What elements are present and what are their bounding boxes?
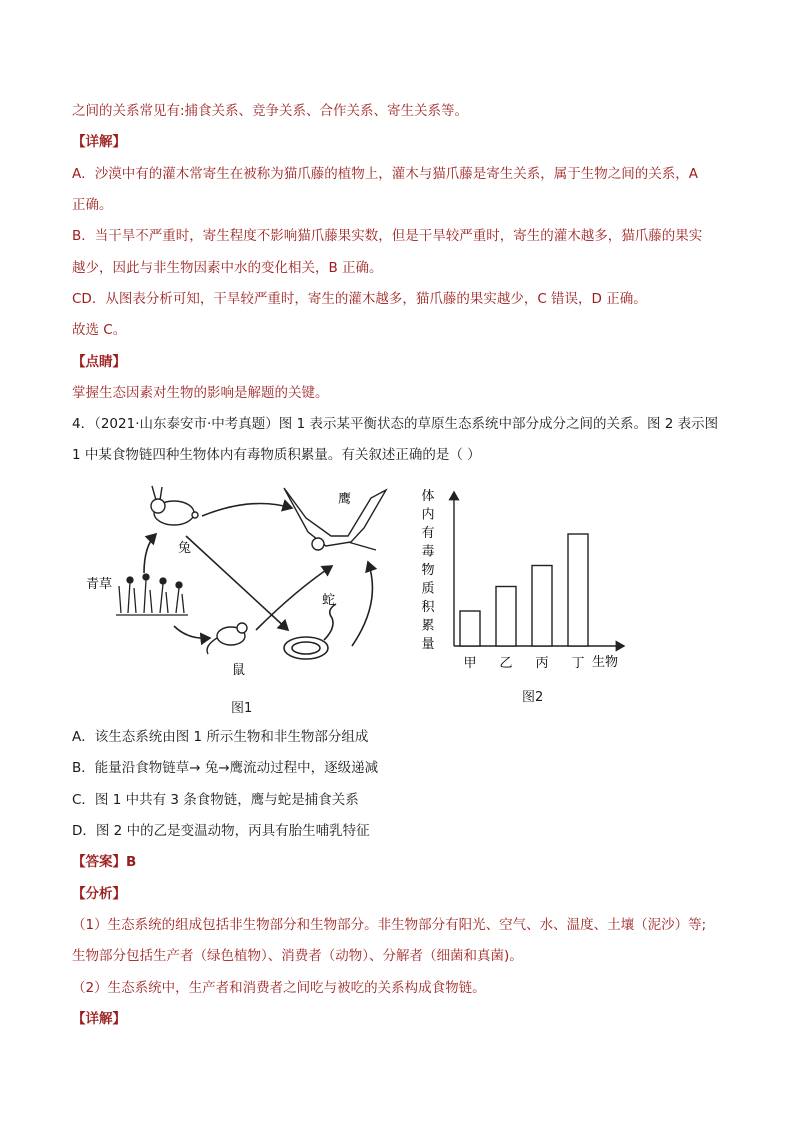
label-snake: 蛇: [322, 593, 336, 608]
x-tick-label: 甲: [463, 656, 477, 671]
question-stem: 4．（2021·山东泰安市·中考真题）图 1 表示某平衡状态的草原生态系统中部分成分之间的关系。图 2 表示图: [72, 416, 719, 432]
figure2-caption: 图2: [522, 690, 544, 705]
snake-illustration: [284, 604, 336, 659]
question-stem: 1 中某食物链四种生物体内有毒物质积累量。有关叙述正确的是（ ）: [72, 447, 481, 463]
arrow-rabbit-to-eagle: [202, 504, 292, 517]
toxin-bar-chart: [412, 480, 632, 680]
text-line: （2）生态系统中，生产者和消费者之间吃与被吃的关系构成食物链。: [72, 980, 486, 996]
option-a: A．该生态系统由图 1 所示生物和非生物部分组成: [72, 729, 369, 745]
arrow-rabbit-to-snake: [186, 536, 288, 630]
y-axis-label-char: 有: [421, 526, 435, 541]
text-line: B．当干旱不严重时，寄生程度不影响猫爪藤果实数，但是干旱较严重时，寄生的灌木越多，猫爪藤的果实: [72, 228, 703, 244]
option-c: C．图 1 中共有 3 条食物链，鹰与蛇是捕食关系: [72, 792, 359, 808]
arrow-snake-to-eagle: [352, 562, 372, 646]
section-tag-analysis: 【分析】: [72, 886, 126, 902]
x-tick-label: 丁: [571, 656, 585, 671]
x-axis-label: 生物: [592, 655, 619, 670]
label-eagle: 鹰: [338, 492, 352, 507]
section-tag-detail: 【详解】: [72, 134, 126, 150]
option-b: B．能量沿食物链草→ 兔→鹰流动过程中，逐级递减: [72, 760, 379, 776]
answer-tag: 【答案】B: [72, 854, 137, 870]
label-mouse: 鼠: [232, 663, 246, 678]
y-axis-label-char: 质: [421, 581, 435, 597]
figure1-caption: 图1: [231, 701, 253, 716]
y-axis-label-char: 体: [421, 489, 435, 504]
bar-3: [532, 566, 552, 647]
section-tag-detail: 【详解】: [72, 1011, 126, 1027]
text-line: 越少，因此与非生物因素中水的变化相关，B 正确。: [72, 260, 383, 276]
text-line: （1）生态系统的组成包括非生物部分和生物部分。非生物部分有阳光、空气、水、温度、土壤（泥沙）等;: [72, 917, 707, 933]
y-axis-label-char: 物: [421, 563, 435, 578]
label-grass: 青草: [86, 577, 113, 592]
text-line: 生物部分包括生产者（绿色植物）、消费者（动物）、分解者（细菌和真菌)。: [72, 948, 523, 964]
section-tag-comment: 【点睛】: [72, 354, 126, 370]
text-line: CD．从图表分析可知，干旱较严重时，寄生的灌木越多，猫爪藤的果实越少，C 错误，D 正确。: [72, 291, 647, 307]
y-axis-label-char: 量: [421, 637, 435, 652]
x-tick-label: 丙: [535, 656, 549, 671]
arrow-mouse-to-eagle: [256, 566, 332, 630]
arrow-grass-to-rabbit: [144, 534, 156, 573]
rabbit-illustration: [151, 486, 198, 525]
mouse-illustration: [207, 623, 247, 654]
y-axis-label-char: 积: [421, 600, 435, 615]
option-d: D．图 2 中的乙是变温动物，丙具有胎生哺乳特征: [72, 823, 370, 839]
y-axis-label-char: 内: [421, 507, 435, 523]
y-axis-label-char: 累: [421, 618, 435, 634]
text-line: 正确。: [72, 197, 113, 213]
text-line: 之间的关系常见有:捕食关系、竞争关系、合作关系、寄生关系等。: [72, 103, 469, 119]
text-line: 掌握生态因素对生物的影响是解题的关键。: [72, 385, 329, 401]
x-tick-label: 乙: [499, 656, 513, 671]
label-rabbit: 兔: [178, 541, 192, 556]
arrow-grass-to-mouse: [174, 626, 210, 638]
bar-2: [496, 587, 516, 647]
grass-illustration: [116, 574, 188, 615]
food-web-figure: [86, 478, 396, 700]
text-line: 故选 C。: [72, 322, 127, 338]
bar-1: [460, 611, 480, 646]
bar-4: [568, 534, 588, 646]
text-line: A．沙漠中有的灌木常寄生在被称为猫爪藤的植物上，灌木与猫爪藤是寄生关系，属于生物之间的关系，A: [72, 166, 698, 182]
eagle-illustration: [284, 488, 386, 550]
y-axis-label-char: 毒: [421, 544, 435, 560]
